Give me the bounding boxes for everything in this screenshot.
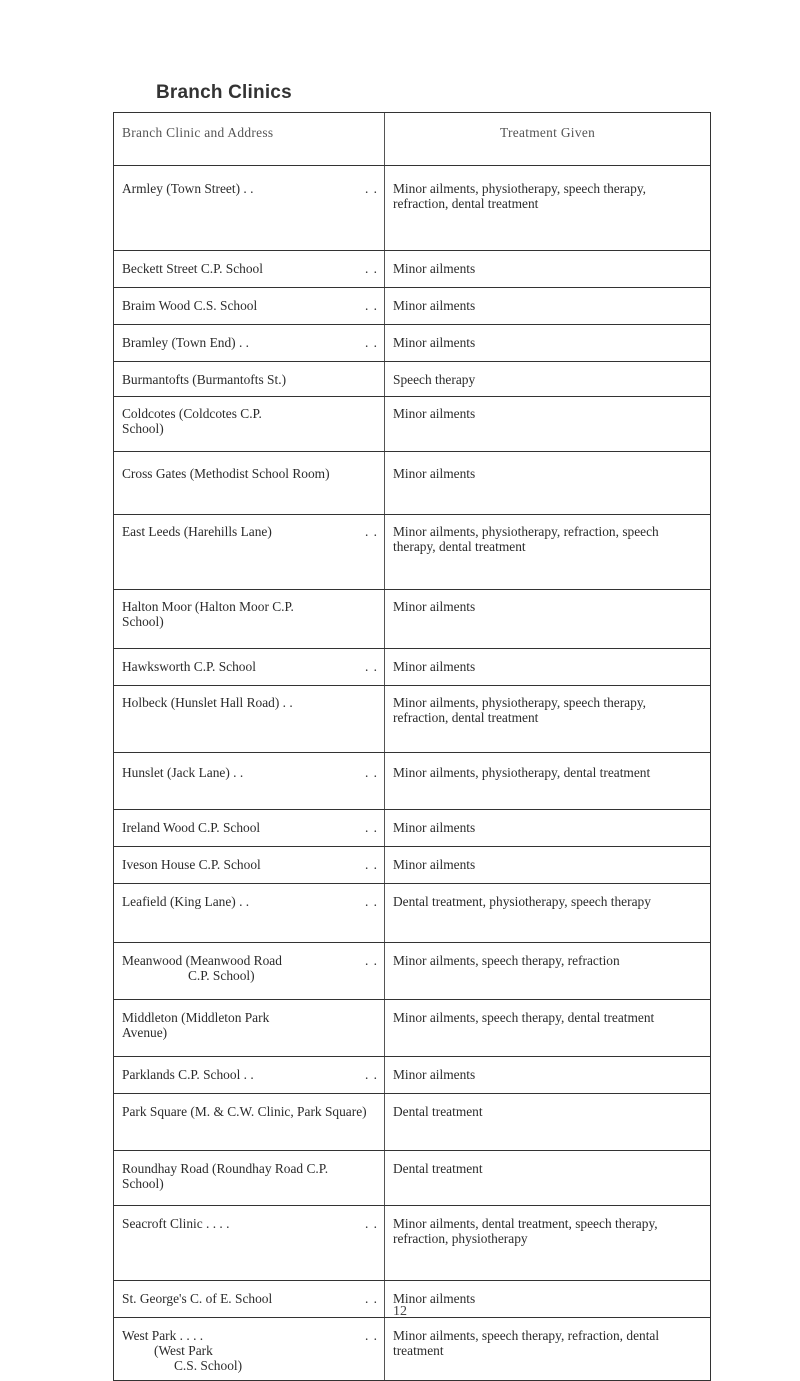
table-row — [114, 324, 710, 361]
treatment-cell: Minor ailments, speech therapy, dental treatment — [393, 1010, 655, 1025]
clinic-cell: Braim Wood C.S. School . . — [114, 288, 385, 324]
table-row — [114, 514, 710, 589]
clinic-cell: St. George's C. of E. School . . — [114, 1281, 385, 1317]
table-row — [114, 809, 710, 846]
treatment-cell: Minor ailments — [393, 466, 476, 481]
table-row — [114, 250, 710, 287]
treatment-cell: Dental treatment — [393, 1161, 483, 1176]
clinic-cell: Cross Gates (Methodist School Room) — [114, 452, 385, 514]
treatment-cell: Minor ailments, physiotherapy, speech therapy, refraction, dental treatment — [393, 181, 646, 211]
clinic-cell: Seacroft Clinic . . . . . . — [114, 1206, 385, 1280]
table-row — [114, 165, 710, 250]
treatment-cell: Minor ailments — [393, 298, 476, 313]
table-row — [114, 1205, 710, 1280]
treatment-cell: Dental treatment, physiotherapy, speech therapy — [393, 894, 651, 909]
table-row — [114, 451, 710, 514]
table-row — [114, 942, 710, 999]
clinic-cell: Halton Moor (Halton Moor C.P. School) — [114, 590, 385, 648]
table-row — [114, 752, 710, 809]
clinic-cell: Parklands C.P. School . . . . — [114, 1057, 385, 1093]
page-title: Branch Clinics — [156, 82, 292, 103]
clinic-cell: Armley (Town Street) . . . . — [114, 166, 385, 250]
treatment-cell: Minor ailments — [393, 599, 476, 614]
clinic-cell: Bramley (Town End) . . . . — [114, 325, 385, 361]
treatment-cell: Minor ailments — [393, 261, 476, 276]
header-treatment: Treatment Given — [499, 125, 596, 140]
table-row — [114, 999, 710, 1056]
treatment-cell: Dental treatment — [393, 1104, 483, 1119]
treatment-cell: Minor ailments — [393, 1067, 476, 1082]
treatment-cell: Minor ailments, physiotherapy, dental treatment — [393, 765, 651, 780]
treatment-cell: Minor ailments, speech therapy, refraction, dental treatment — [393, 1328, 660, 1358]
clinic-cell: Burmantofts (Burmantofts St.) — [114, 362, 385, 396]
treatment-cell: Minor ailments — [393, 659, 476, 674]
treatment-cell: Minor ailments, speech therapy, refraction — [393, 953, 620, 968]
clinic-cell: Middleton (Middleton Park Avenue) — [114, 1000, 385, 1056]
clinic-cell: Park Square (M. & C.W. Clinic, Park Square) — [114, 1094, 385, 1150]
clinic-cell: Leafield (King Lane) . . . . — [114, 884, 385, 942]
clinic-cell: Meanwood (Meanwood Road C.P. School) . . — [114, 943, 385, 999]
treatment-cell: Minor ailments, dental treatment, speech therapy, refraction, physiotherapy — [393, 1216, 658, 1246]
table-row — [114, 1056, 710, 1093]
table-row — [114, 1150, 710, 1205]
table-row — [114, 361, 710, 396]
table-header-row — [114, 113, 710, 165]
clinic-cell: Iveson House C.P. School . . — [114, 847, 385, 883]
clinic-cell: West Park . . . . (West Park C.S. School) . . — [114, 1318, 385, 1380]
clinic-cell: Hawksworth C.P. School . . — [114, 649, 385, 685]
clinic-cell: Hunslet (Jack Lane) . . . . — [114, 753, 385, 809]
treatment-cell: Minor ailments, physiotherapy, refraction, speech therapy, dental treatment — [393, 524, 659, 554]
header-clinic: Branch Clinic and Address — [114, 113, 385, 165]
page-number: 12 — [393, 1304, 407, 1319]
table-row — [114, 883, 710, 942]
clinic-cell: East Leeds (Harehills Lane) . . — [114, 515, 385, 589]
clinic-cell: Holbeck (Hunslet Hall Road) . . — [114, 686, 385, 752]
treatment-cell: Minor ailments — [393, 406, 476, 421]
table-row — [114, 685, 710, 752]
treatment-cell: Minor ailments — [393, 1291, 476, 1306]
table-row — [114, 287, 710, 324]
table-row — [114, 1093, 710, 1150]
table-row — [114, 1317, 710, 1380]
treatment-cell: Minor ailments — [393, 857, 476, 872]
table-row — [114, 846, 710, 883]
table-row — [114, 589, 710, 648]
clinic-cell: Beckett Street C.P. School . . — [114, 251, 385, 287]
treatment-cell: Minor ailments, physiotherapy, speech therapy, refraction, dental treatment — [393, 695, 646, 725]
branch-clinics-table — [113, 112, 711, 1381]
clinic-cell: Coldcotes (Coldcotes C.P. School) — [114, 397, 385, 451]
treatment-cell: Speech therapy — [393, 372, 476, 387]
clinic-cell: Ireland Wood C.P. School . . — [114, 810, 385, 846]
table-row — [114, 396, 710, 451]
clinic-cell: Roundhay Road (Roundhay Road C.P. School) — [114, 1151, 385, 1205]
treatment-cell: Minor ailments — [393, 335, 476, 350]
table-row — [114, 648, 710, 685]
treatment-cell: Minor ailments — [393, 820, 476, 835]
